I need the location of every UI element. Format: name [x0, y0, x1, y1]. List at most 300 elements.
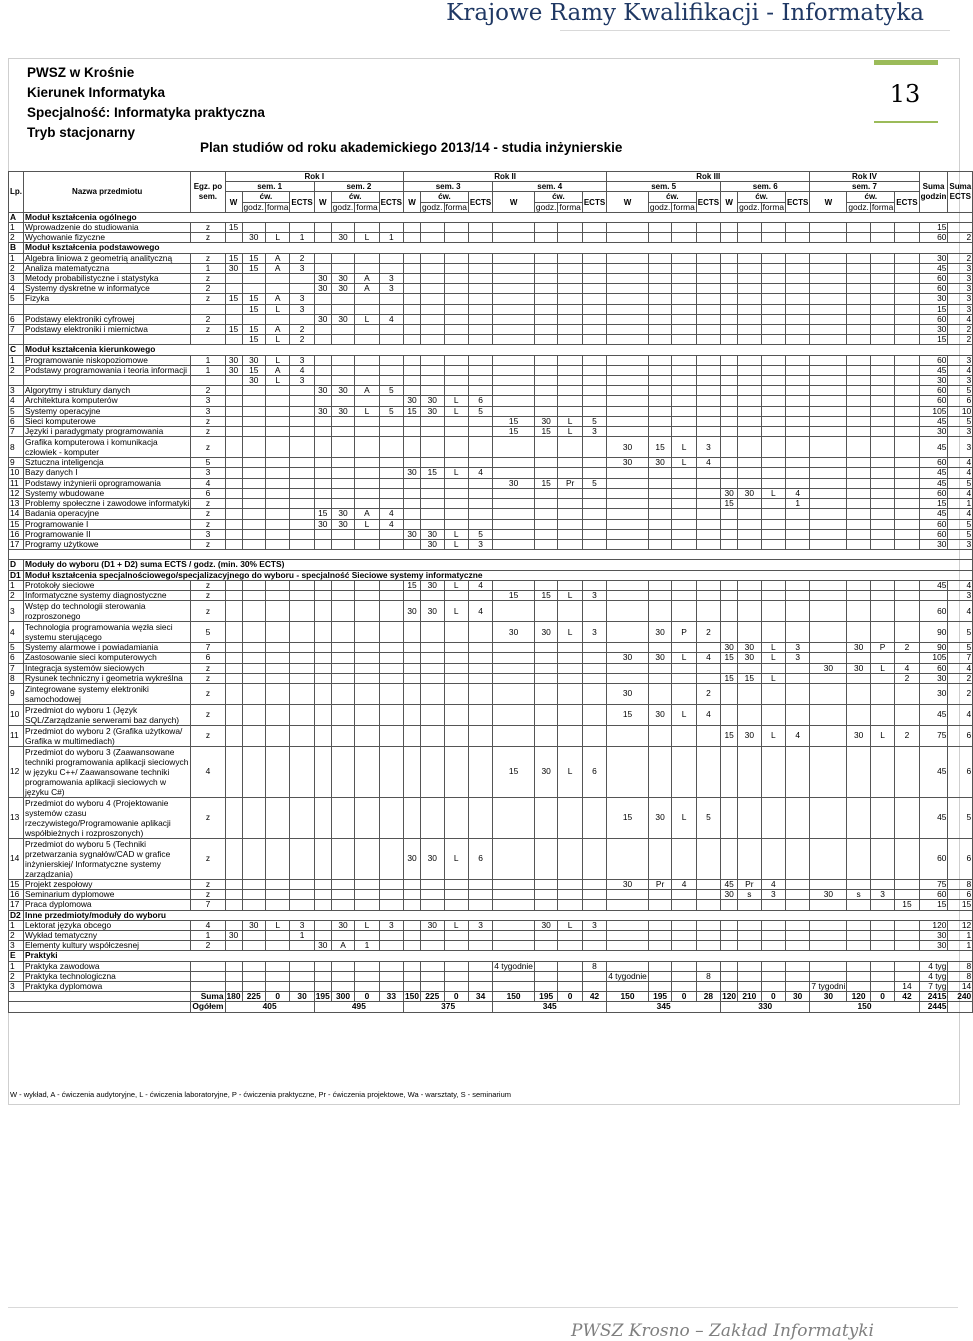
row-total-ects: 3 — [948, 304, 973, 314]
row-hours-cell — [355, 890, 379, 900]
row-hours-cell — [738, 920, 762, 930]
table-row — [9, 890, 973, 900]
row-total-hours: 60 — [919, 890, 948, 900]
row-hours-cell — [225, 437, 242, 458]
row-hours-cell — [355, 478, 379, 488]
row-hours-cell — [290, 590, 314, 600]
row-hours-cell: 1 — [786, 499, 810, 509]
row-hours-cell — [379, 683, 403, 704]
row-hours-cell — [870, 519, 894, 529]
row-hours-cell — [721, 427, 738, 437]
row-lp: 3 — [9, 941, 24, 951]
row-hours-cell — [847, 900, 871, 910]
row-hours-cell — [314, 590, 331, 600]
row-exam-semester: z — [191, 704, 225, 725]
row-hours-cell — [847, 580, 871, 590]
row-hours-cell — [696, 643, 720, 653]
row-hours-cell — [468, 325, 492, 335]
row-hours-cell — [721, 509, 738, 519]
row-hours-cell: 30 — [721, 488, 738, 498]
row-hours-cell: 30 — [607, 458, 649, 468]
row-hours-cell — [468, 643, 492, 653]
row-hours-cell — [582, 601, 606, 622]
row-hours-cell — [421, 488, 445, 498]
col-head-egz: Egz. po sem. — [191, 172, 225, 213]
row-hours-cell: Pr — [558, 478, 582, 488]
col-head-cw: ćw. — [331, 192, 379, 202]
row-lp: 1 — [9, 920, 24, 930]
col-head-semester: sem. 2 — [314, 182, 403, 192]
row-hours-cell — [672, 601, 696, 622]
row-hours-cell: 15 — [493, 746, 535, 797]
row-hours-cell — [421, 335, 445, 345]
row-hours-cell — [870, 365, 894, 375]
row-hours-cell — [847, 879, 871, 889]
row-hours-cell: 5 — [379, 386, 403, 396]
row-hours-cell — [786, 981, 810, 991]
row-hours-cell — [314, 304, 331, 314]
row-hours-cell — [696, 580, 720, 590]
row-hours-cell: 8 — [582, 961, 606, 971]
row-hours-cell — [404, 643, 421, 653]
row-hours-cell — [534, 365, 558, 375]
row-hours-cell — [314, 971, 331, 981]
row-hours-cell — [266, 879, 290, 889]
row-lp: 13 — [9, 797, 24, 838]
row-subject-name: Praca dyplomowa — [24, 900, 191, 910]
row-hours-cell: 5 — [582, 416, 606, 426]
section-row — [9, 345, 973, 355]
row-hours-cell — [607, 622, 649, 643]
row-hours-cell — [847, 653, 871, 663]
row-total-ects: 4 — [948, 488, 973, 498]
row-hours-cell: 15 — [493, 590, 535, 600]
table-row — [9, 437, 973, 458]
row-hours-cell — [558, 900, 582, 910]
row-hours-cell — [721, 941, 738, 951]
section-row — [9, 910, 973, 920]
col-head-ects: ECTS — [379, 192, 403, 212]
row-hours-cell: Pr — [738, 879, 762, 889]
row-hours-cell — [847, 478, 871, 488]
row-hours-cell — [607, 961, 649, 971]
row-hours-cell — [314, 478, 331, 488]
row-hours-cell — [810, 920, 847, 930]
row-hours-cell — [761, 304, 785, 314]
row-hours-cell — [648, 838, 672, 879]
row-hours-cell — [870, 376, 894, 386]
row-hours-cell: 30 — [810, 890, 847, 900]
row-hours-cell — [290, 499, 314, 509]
row-hours-cell — [421, 458, 445, 468]
row-total-ects: 4 — [948, 509, 973, 519]
row-hours-cell — [242, 643, 266, 653]
row-hours-cell — [738, 223, 762, 233]
row-total-hours: 60 — [919, 458, 948, 468]
row-hours-cell — [468, 294, 492, 304]
row-hours-cell — [355, 437, 379, 458]
row-hours-cell: 3 — [290, 304, 314, 314]
row-hours-cell — [607, 890, 649, 900]
row-hours-cell — [895, 396, 919, 406]
row-hours-cell — [761, 499, 785, 509]
row-hours-cell — [696, 941, 720, 951]
row-hours-cell — [242, 478, 266, 488]
table-row — [9, 622, 973, 643]
row-hours-cell — [847, 223, 871, 233]
row-hours-cell: 30 — [314, 386, 331, 396]
row-hours-cell — [314, 797, 331, 838]
row-hours-cell — [786, 458, 810, 468]
row-total-ects: 8 — [948, 961, 973, 971]
row-exam-semester: z — [191, 427, 225, 437]
row-hours-cell — [225, 519, 242, 529]
row-hours-cell: 3 — [379, 274, 403, 284]
row-hours-cell — [738, 396, 762, 406]
row-hours-cell — [331, 478, 355, 488]
row-lp: 11 — [9, 478, 24, 488]
row-hours-cell: A — [331, 941, 355, 951]
row-hours-cell — [493, 263, 535, 273]
row-hours-cell — [810, 437, 847, 458]
row-hours-cell — [648, 274, 672, 284]
row-hours-cell: 4 — [696, 704, 720, 725]
row-hours-cell — [895, 233, 919, 243]
row-hours-cell: 30 — [421, 529, 445, 539]
row-hours-cell: 30 — [847, 643, 871, 653]
row-hours-cell — [444, 704, 468, 725]
row-hours-cell — [558, 961, 582, 971]
row-hours-cell: 30 — [421, 920, 445, 930]
row-hours-cell — [761, 416, 785, 426]
table-row — [9, 223, 973, 233]
row-hours-cell — [355, 335, 379, 345]
row-hours-cell — [582, 406, 606, 416]
row-hours-cell — [786, 920, 810, 930]
row-hours-cell — [444, 622, 468, 643]
row-hours-cell — [582, 294, 606, 304]
row-hours-cell — [558, 509, 582, 519]
row-hours-cell — [331, 590, 355, 600]
row-hours-cell — [404, 590, 421, 600]
row-hours-cell — [582, 335, 606, 345]
row-hours-cell — [331, 643, 355, 653]
section-code: E — [9, 951, 24, 961]
row-hours-cell — [895, 335, 919, 345]
row-hours-cell — [721, 284, 738, 294]
row-exam-semester: 4 — [191, 920, 225, 930]
row-hours-cell — [379, 263, 403, 273]
row-hours-cell — [558, 396, 582, 406]
row-lp: 1 — [9, 223, 24, 233]
row-hours-cell — [314, 335, 331, 345]
row-lp: 9 — [9, 458, 24, 468]
sum-value: 42 — [582, 992, 606, 1002]
row-hours-cell — [607, 725, 649, 746]
row-hours-cell — [582, 284, 606, 294]
row-hours-cell — [847, 274, 871, 284]
row-hours-cell — [895, 961, 919, 971]
row-hours-cell: 15 — [225, 253, 242, 263]
row-lp: 17 — [9, 539, 24, 549]
row-hours-cell — [444, 890, 468, 900]
row-hours-cell — [582, 253, 606, 263]
col-head-suma-ects: Suma ECTS — [948, 172, 973, 213]
row-hours-cell — [404, 263, 421, 273]
row-hours-cell — [404, 314, 421, 324]
row-hours-cell — [721, 294, 738, 304]
row-hours-cell — [266, 971, 290, 981]
row-subject-name: Programy użytkowe — [24, 539, 191, 549]
row-hours-cell — [534, 580, 558, 590]
row-hours-cell — [534, 376, 558, 386]
row-hours-cell — [493, 981, 535, 991]
row-hours-cell — [810, 304, 847, 314]
row-hours-cell — [379, 653, 403, 663]
row-hours-cell — [290, 580, 314, 590]
col-head-godz: godz. — [649, 201, 671, 212]
row-hours-cell — [895, 930, 919, 940]
row-hours-cell: 4 — [696, 653, 720, 663]
row-hours-cell — [810, 509, 847, 519]
row-hours-cell — [493, 971, 535, 981]
row-hours-cell — [225, 653, 242, 663]
row-hours-cell — [225, 725, 242, 746]
row-hours-cell: 5 — [468, 529, 492, 539]
section-code: D1 — [9, 570, 24, 580]
row-hours-cell — [672, 499, 696, 509]
row-hours-cell — [721, 274, 738, 284]
row-hours-cell — [266, 406, 290, 416]
col-head-forma: forma — [356, 201, 378, 212]
row-hours-cell: 30 — [421, 396, 445, 406]
row-hours-cell — [290, 284, 314, 294]
row-hours-cell — [355, 663, 379, 673]
col-head-cw: ćw. — [421, 192, 469, 202]
row-hours-cell — [493, 294, 535, 304]
row-hours-cell: 3 — [379, 284, 403, 294]
row-hours-cell — [331, 335, 355, 345]
row-hours-cell: P — [672, 622, 696, 643]
row-hours-cell — [242, 622, 266, 643]
row-hours-cell — [761, 622, 785, 643]
row-hours-cell — [355, 325, 379, 335]
row-hours-cell — [290, 961, 314, 971]
row-hours-cell: 30 — [404, 529, 421, 539]
row-hours-cell — [738, 458, 762, 468]
row-total-hours: 30 — [919, 683, 948, 704]
row-hours-cell — [379, 725, 403, 746]
row-hours-cell — [607, 274, 649, 284]
col-head-semester: sem. 4 — [493, 182, 607, 192]
row-hours-cell — [696, 284, 720, 294]
row-hours-cell — [786, 406, 810, 416]
row-hours-cell — [847, 458, 871, 468]
row-hours-cell — [582, 488, 606, 498]
row-subject-name — [24, 304, 191, 314]
table-row — [9, 274, 973, 284]
row-hours-cell — [379, 971, 403, 981]
row-total-hours: 4 tyg — [919, 971, 948, 981]
row-hours-cell: 30 — [534, 746, 558, 797]
row-hours-cell: 15 — [242, 253, 266, 263]
row-hours-cell — [266, 458, 290, 468]
row-hours-cell — [404, 223, 421, 233]
row-hours-cell — [534, 284, 558, 294]
row-hours-cell — [696, 981, 720, 991]
row-hours-cell — [314, 683, 331, 704]
row-hours-cell — [648, 961, 672, 971]
row-total-ects: 3 — [948, 263, 973, 273]
row-total-hours: 15 — [919, 900, 948, 910]
row-hours-cell — [404, 941, 421, 951]
row-hours-cell — [290, 746, 314, 797]
row-hours-cell — [870, 386, 894, 396]
row-hours-cell — [314, 981, 331, 991]
row-hours-cell — [421, 981, 445, 991]
row-hours-cell — [404, 746, 421, 797]
row-hours-cell: L — [558, 416, 582, 426]
row-hours-cell — [421, 941, 445, 951]
row-hours-cell — [468, 499, 492, 509]
row-hours-cell: 15 — [404, 580, 421, 590]
row-hours-cell — [421, 233, 445, 243]
row-hours-cell — [290, 396, 314, 406]
row-hours-cell — [895, 325, 919, 335]
row-hours-cell — [314, 539, 331, 549]
row-total-hours: 30 — [919, 376, 948, 386]
row-hours-cell — [331, 653, 355, 663]
row-hours-cell — [355, 304, 379, 314]
row-hours-cell — [534, 406, 558, 416]
row-hours-cell — [738, 427, 762, 437]
row-hours-cell — [355, 838, 379, 879]
row-hours-cell — [379, 981, 403, 991]
row-hours-cell — [761, 263, 785, 273]
row-hours-cell — [534, 529, 558, 539]
row-hours-cell — [314, 643, 331, 653]
row-hours-cell — [870, 468, 894, 478]
row-hours-cell — [672, 981, 696, 991]
sum-value: 0 — [672, 992, 696, 1002]
row-hours-cell — [314, 529, 331, 539]
row-hours-cell: L — [672, 704, 696, 725]
table-row — [9, 797, 973, 838]
row-hours-cell: L — [266, 355, 290, 365]
row-hours-cell — [721, 223, 738, 233]
row-hours-cell: 1 — [379, 233, 403, 243]
row-lp: 16 — [9, 529, 24, 539]
row-hours-cell — [290, 900, 314, 910]
row-hours-cell — [314, 890, 331, 900]
row-hours-cell — [607, 478, 649, 488]
row-hours-cell — [648, 233, 672, 243]
row-hours-cell — [672, 673, 696, 683]
row-total-ects: 4 — [948, 704, 973, 725]
row-hours-cell — [696, 294, 720, 304]
row-hours-cell: 30 — [534, 622, 558, 643]
row-hours-cell — [468, 725, 492, 746]
row-hours-cell: 15 — [493, 427, 535, 437]
row-exam-semester: 2 — [191, 314, 225, 324]
row-hours-cell — [696, 416, 720, 426]
row-hours-cell — [761, 920, 785, 930]
row-exam-semester: 4 — [191, 746, 225, 797]
row-hours-cell — [290, 981, 314, 991]
row-hours-cell — [225, 284, 242, 294]
row-hours-cell — [444, 437, 468, 458]
table-row — [9, 253, 973, 263]
row-exam-semester: 1 — [191, 930, 225, 940]
section-title: Praktyki — [24, 951, 973, 961]
row-subject-name: Przedmiot do wyboru 5 (Techniki przetwarzania sygnałów/CAD w grafice inżynierskiej/ Informatyczne systemy zarządzania) — [24, 838, 191, 879]
row-total-hours: 60 — [919, 601, 948, 622]
section-title: Moduł kształcenia specjalnościowego/specjalizacyjnego do wyboru - specjalność Sieciowe systemy informatyczne — [24, 570, 973, 580]
row-lp: 5 — [9, 294, 24, 304]
row-hours-cell — [696, 488, 720, 498]
row-hours-cell — [534, 263, 558, 273]
sum-value: 30 — [810, 992, 847, 1002]
row-hours-cell — [404, 961, 421, 971]
row-lp: 7 — [9, 663, 24, 673]
row-hours-cell — [582, 879, 606, 889]
row-hours-cell — [672, 683, 696, 704]
row-hours-cell — [895, 746, 919, 797]
row-hours-cell: 45 — [721, 879, 738, 889]
row-hours-cell — [648, 663, 672, 673]
row-hours-cell — [225, 900, 242, 910]
row-exam-semester: z — [191, 294, 225, 304]
row-hours-cell — [721, 386, 738, 396]
row-hours-cell — [738, 365, 762, 375]
row-hours-cell — [404, 890, 421, 900]
row-hours-cell: 30 — [242, 376, 266, 386]
row-hours-cell: L — [672, 437, 696, 458]
row-hours-cell — [721, 529, 738, 539]
row-hours-cell — [290, 879, 314, 889]
row-hours-cell: 30 — [404, 396, 421, 406]
row-hours-cell — [558, 458, 582, 468]
row-hours-cell — [696, 253, 720, 263]
row-hours-cell — [421, 376, 445, 386]
row-total-ects: 4 — [948, 663, 973, 673]
row-hours-cell: 30 — [421, 838, 445, 879]
row-hours-cell — [225, 601, 242, 622]
row-hours-cell — [810, 930, 847, 940]
row-hours-cell — [696, 879, 720, 889]
row-hours-cell — [493, 284, 535, 294]
table-row — [9, 325, 973, 335]
row-hours-cell — [648, 746, 672, 797]
row-hours-cell — [242, 539, 266, 549]
row-hours-cell — [558, 683, 582, 704]
row-hours-cell — [314, 263, 331, 273]
row-hours-cell — [786, 961, 810, 971]
row-hours-cell — [290, 468, 314, 478]
row-exam-semester: 4 — [191, 478, 225, 488]
row-hours-cell — [421, 930, 445, 940]
row-hours-cell: 30 — [404, 468, 421, 478]
row-hours-cell — [225, 838, 242, 879]
row-hours-cell — [421, 355, 445, 365]
row-hours-cell — [607, 580, 649, 590]
row-hours-cell — [721, 663, 738, 673]
row-hours-cell — [534, 704, 558, 725]
row-hours-cell — [290, 274, 314, 284]
table-row — [9, 499, 973, 509]
row-hours-cell — [672, 509, 696, 519]
row-hours-cell: L — [558, 920, 582, 930]
